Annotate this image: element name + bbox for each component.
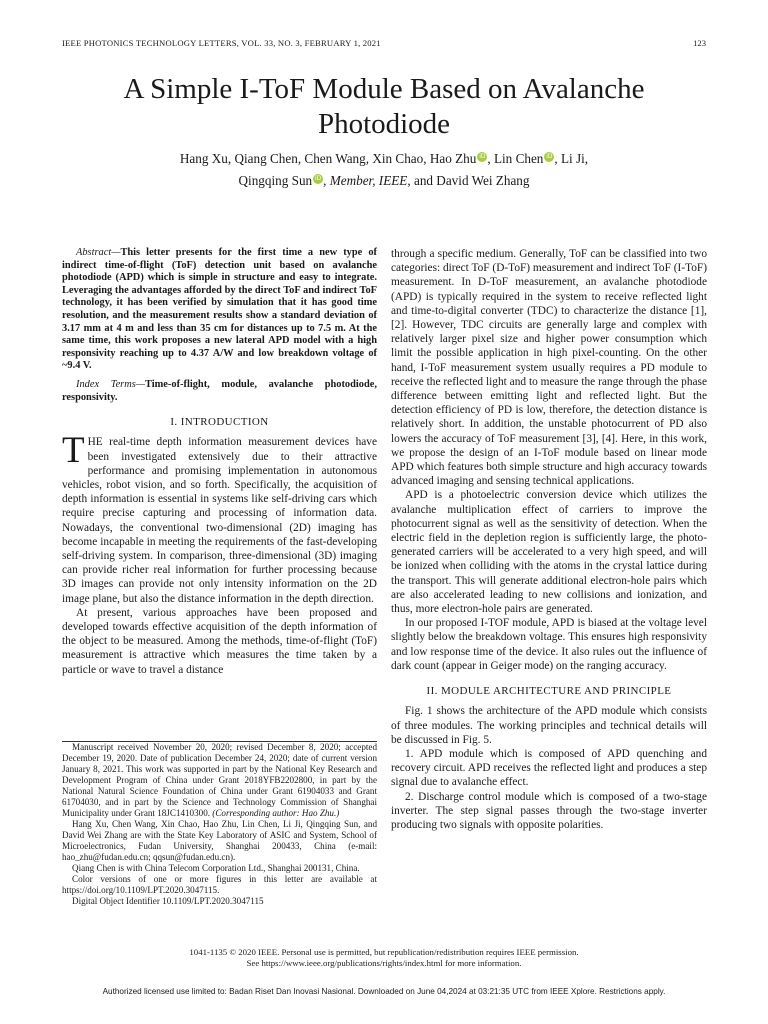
author-list bbox=[62, 148, 706, 192]
drop-cap: T bbox=[62, 430, 85, 472]
section-heading-introduction: I. INTRODUCTION bbox=[170, 416, 269, 429]
index-terms-text: Time-of-flight, module, avalanche photodiode, responsivity. bbox=[62, 378, 377, 403]
footnote-color-versions: Color versions of one or more figures in this letter are available at https://doi.org/10.1109/LPT.2020.3047115. bbox=[62, 874, 377, 895]
copyright-line-1: 1041-1135 © 2020 IEEE. Personal use is permitted, but republication/redistribution requires IEEE permission. bbox=[189, 947, 579, 957]
member-ieee: Member, IEEE bbox=[329, 173, 408, 188]
running-header: IEEE PHOTONICS TECHNOLOGY LETTERS, VOL. 33, NO. 3, FEBRUARY 1, 2021 bbox=[62, 38, 381, 48]
right-paragraph-6: 2. Discharge control module which is composed of a two-stage inverter. The step signal passes through the two-stage inverter producing two signals with opposite polarities. bbox=[391, 790, 707, 831]
right-paragraph-5: 1. APD module which is composed of APD quenching and recovery circuit. APD receives the reflected light and produces a step signal due to avalanche effect. bbox=[391, 747, 707, 789]
author-line-2: Qingqing Sun iD , Member, IEEE, and David Wei Zhang bbox=[238, 173, 530, 188]
intro-paragraph-1 bbox=[62, 430, 377, 605]
page-number: 123 bbox=[693, 38, 706, 48]
footnote-manuscript bbox=[62, 742, 377, 819]
orcid-icon[interactable]: iD bbox=[314, 175, 322, 182]
orcid-icon[interactable]: iD bbox=[546, 153, 553, 160]
paper-title: A Simple I-ToF Module Based on Avalanche Photodiode bbox=[123, 73, 645, 140]
authors-text-2: , Lin Chen bbox=[487, 151, 544, 166]
right-paragraph-2: APD is a photoelectric conversion device which utilizes the avalanche multiplication effect of carriers to improve the photocurrent signal as well as the sensitivity of detection. When the electric field in the depletion region is sufficiently large, the photo-generated carriers will be accelerated to a very high speed, and will be ionized when colliding with the atoms in the crystal lattice during the transport. This will generate additional electron-hole pairs which are also accelerated leading to new collisions and ionization, and thus, more electron-hole pairs are generated. bbox=[391, 489, 707, 616]
intro-paragraph-1-text: HE real-time depth information measurement devices have been investigated extensively due to their attractive performance and promising implementation in autonomous vehicles, robot vision, and so forth. Specifically, the acquisition of depth information is essential in systems like self-driving cars which require precise capturing and processing of information data. Nowadays, the conventional two-dimensional (2D) imaging has become incapable in meeting the requirements of the fast-developing self-driving system. In comparison, three-dimensional (3D) imaging can provide richer real information for further processing because 3D images can provide not only intensity information on the 2D image plane, but also the distance information in the depth direction. bbox=[62, 436, 377, 605]
footnotes bbox=[62, 741, 377, 907]
authors-text-4: Qingqing Sun bbox=[238, 173, 313, 188]
abstract-label: Abstract— bbox=[76, 247, 121, 258]
section-heading-architecture: II. MODULE ARCHITECTURE AND PRINCIPLE bbox=[426, 685, 672, 698]
footnote-manuscript-text: Manuscript received November 20, 2020; revised December 8, 2020; accepted December 19, 2020. Date of publication December 24, 2020; date of current version January 8, 2021. This work was supported in part by the National Key Research and Development Program of China under Grant 2018YFB2202800, in part by the National Natural Science Foundation of China under Grant 61904033 and Grant 61704030, and in part by the Science and Technology Commission of Shanghai Municipality under Grant 18JC1410300. bbox=[62, 742, 377, 818]
copyright-line-2: See https://www.ieee.org/publications/rights/index.html for more information. bbox=[246, 958, 522, 968]
left-column bbox=[62, 247, 377, 677]
right-paragraph-1: through a specific medium. Generally, ToF can be classified into two categories: direct ToF (D-ToF) measurement and indirect ToF (I-ToF) measurement. In D-ToF measurement, an avalanche photodiode (APD) is typically required in the system to receive reflected light and time-to-digital converter (TDC) to characterize the distance [1], [2]. However, TDC circuits are generally large and complex with relatively larger pixel size and higher power consumption which limit the possible application in high pixel-counting. On the other hand, I-ToF measurement system usually requires a PD module to receive the reflected light and to measure the range through the phase difference between emitting light and reflected light. But the detection efficiency of PD is low, therefore, the detection distance is relatively short. In addition, the unstable photocurrent of PD also lowers the accuracy of ToF measurement [3], [4]. Here, in this work, we propose the design of an I-ToF module based on linear mode APD which features both simple structure and high accuracy towards advanced imaging and sensing technical applications. bbox=[391, 248, 707, 488]
right-paragraph-3: In our proposed I-TOF module, APD is biased at the voltage level slightly below the breakdown voltage. This ensures high responsivity and low response time of the device. It also rules out the influence of dark count (appear in Geiger mode) on the ranging accuracy. bbox=[391, 617, 707, 672]
abstract-text: This letter presents for the first time a new type of indirect time-of-flight (ToF) detection unit based on avalanche photodiode (APD) which is simple in structure and easy to integrate. Leveraging the advantages afforded by the direct ToF and indirect ToF technology, it has been verified by simulation that it has good time resolution, and the measurement results show a standard deviation of 3.17 mm at 4 m and less than 35 cm for distances up to 7.5 m. At the same time, this work proposes a new lateral APD model with a high responsivity reaching up to 4.37 A/W and low breakdown voltage of ~9.4 V. bbox=[62, 247, 377, 372]
authors-text-3: , Li Ji, bbox=[554, 151, 589, 166]
index-terms-label: Index Terms— bbox=[76, 378, 146, 390]
index-terms bbox=[62, 379, 377, 404]
right-paragraph-4: Fig. 1 shows the architecture of the APD module which consists of three modules. The working principles and technical details will be discussed in Fig. 5. bbox=[391, 705, 707, 746]
footnote-affiliation-2: Qiang Chen is with China Telecom Corporation Ltd., Shanghai 200131, China. bbox=[72, 863, 360, 873]
footnote-affiliation: Hang Xu, Chen Wang, Xin Chao, Hao Zhu, Lin Chen, Li Ji, Qingqing Sun, and David Wei Zhang are with the State Key Laboratory of ASIC and System, School of Microelectronics, Fudan University, Shanghai 200433, China (e-mail: hao_zhu@fudan.edu.cn; qqsun@fudan.edu.cn). bbox=[62, 819, 377, 862]
corresponding-author: (Corresponding author: Hao Zhu.) bbox=[212, 808, 340, 818]
footnote-doi: Digital Object Identifier 10.1109/LPT.2020.3047115 bbox=[72, 896, 264, 906]
orcid-icon[interactable]: iD bbox=[479, 153, 486, 160]
abstract bbox=[62, 247, 377, 373]
copyright-notice bbox=[62, 947, 706, 969]
authors-text-5: , and David Wei Zhang bbox=[407, 173, 530, 188]
authors-text-1: Hang Xu, Qiang Chen, Chen Wang, Xin Chao, Hao Zhu bbox=[179, 151, 477, 166]
author-line-1 bbox=[62, 148, 706, 170]
authorized-use-notice: Authorized licensed use limited to: Badan Riset Dan Inovasi Nasional. Downloaded on June 04,2024 at 03:21:35 UTC from IEEE Xplore. Restrictions apply. bbox=[102, 987, 666, 996]
intro-paragraph-2: At present, various approaches have been proposed and developed towards effective acquisition of the depth information of the object to be measured. Among the methods, time-of-flight (ToF) measurement is attractive which measures the time taken by a particle or wave to travel a distance bbox=[62, 606, 377, 676]
right-column bbox=[391, 247, 707, 832]
